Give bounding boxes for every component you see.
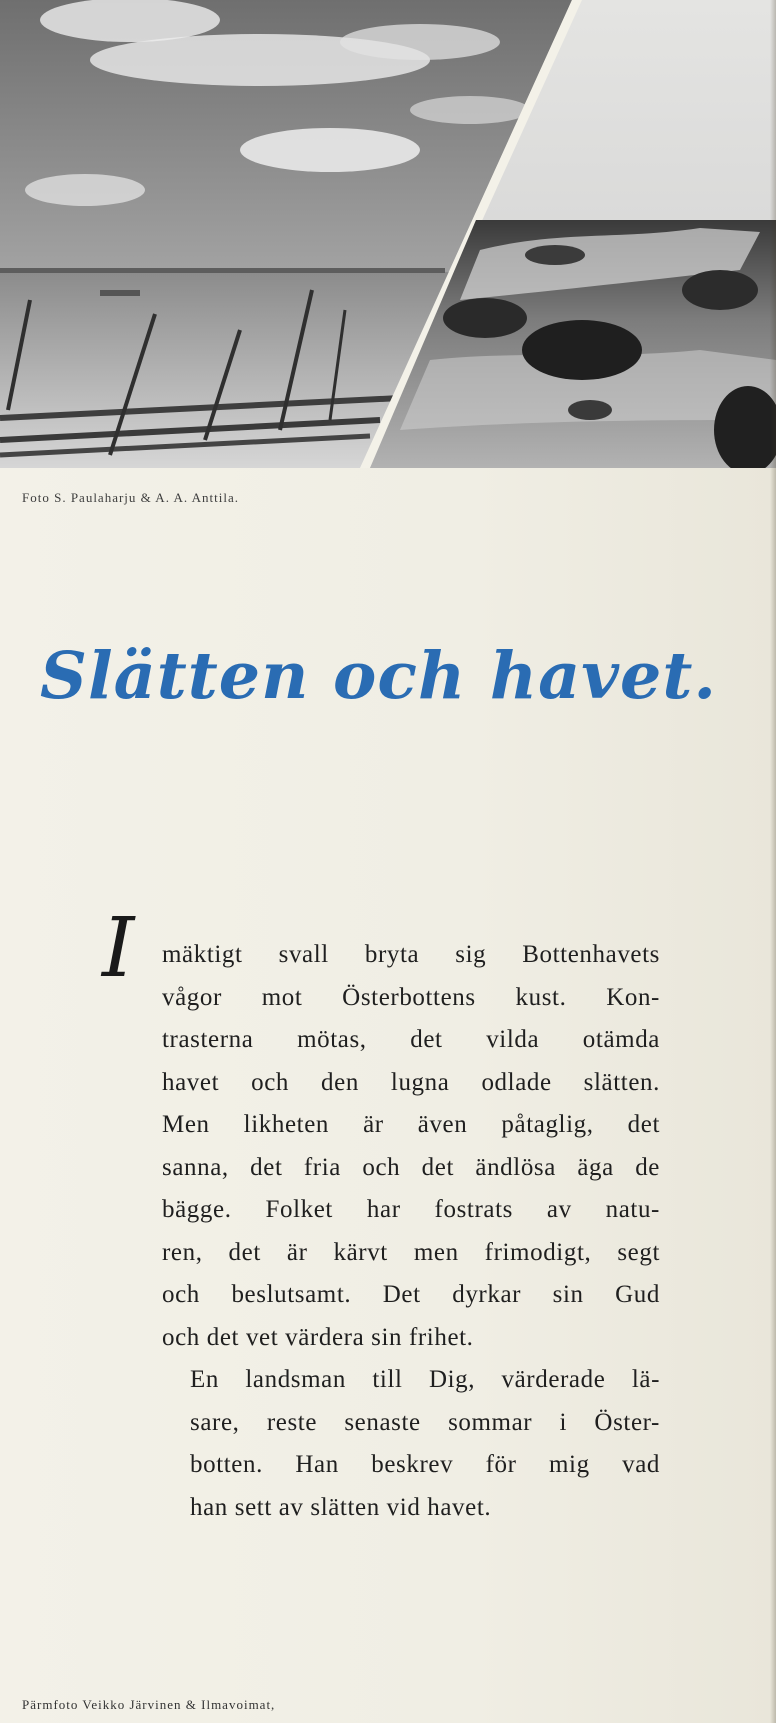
paragraph-1 [162, 934, 660, 1359]
drop-cap-letter [98, 906, 158, 990]
text-line: och beslutsamt. Det dyrkar sin Gud [162, 1281, 660, 1308]
page-title: Slätten och havet. [40, 638, 718, 714]
text-line: mäktigt svall bryta sig Bottenhavets [162, 941, 660, 968]
text-line: sanna, det fria och det ändlösa äga de [162, 1153, 660, 1181]
text-line: trasterna mötas, det vilda otämda [162, 1026, 660, 1053]
header-photo-collage [0, 0, 776, 468]
text-line: sare, reste senaste sommar i Öster- [190, 1408, 660, 1436]
body-text [162, 934, 660, 1529]
cover-photo-credit: Pärmfoto Veikko Järvinen & Ilmavoimat, [22, 1697, 276, 1712]
text-line: bägge. Folket har fostrats av natu- [162, 1196, 660, 1223]
paragraph-2 [162, 1359, 660, 1529]
text-line: och det vet värdera sin frihet. [162, 1323, 474, 1351]
text-line: vågor mot Österbottens kust. Kon- [162, 983, 660, 1011]
text-line: han sett av slätten vid havet. [190, 1493, 492, 1521]
text-line: botten. Han beskrev för mig vad [190, 1451, 660, 1478]
text-line: ren, det är kärvt men frimodigt, segt [162, 1238, 660, 1266]
text-line: havet och den lugna odlade slätten. [162, 1068, 660, 1096]
text-line: En landsman till Dig, värderade lä- [190, 1366, 660, 1393]
page-edge-shadow [770, 0, 776, 1723]
photo-credit: Foto S. Paulaharju & A. A. Anttila. [22, 490, 240, 505]
text-line: Men likheten är även påtaglig, det [162, 1111, 660, 1138]
svg-text:I: I [102, 906, 135, 990]
